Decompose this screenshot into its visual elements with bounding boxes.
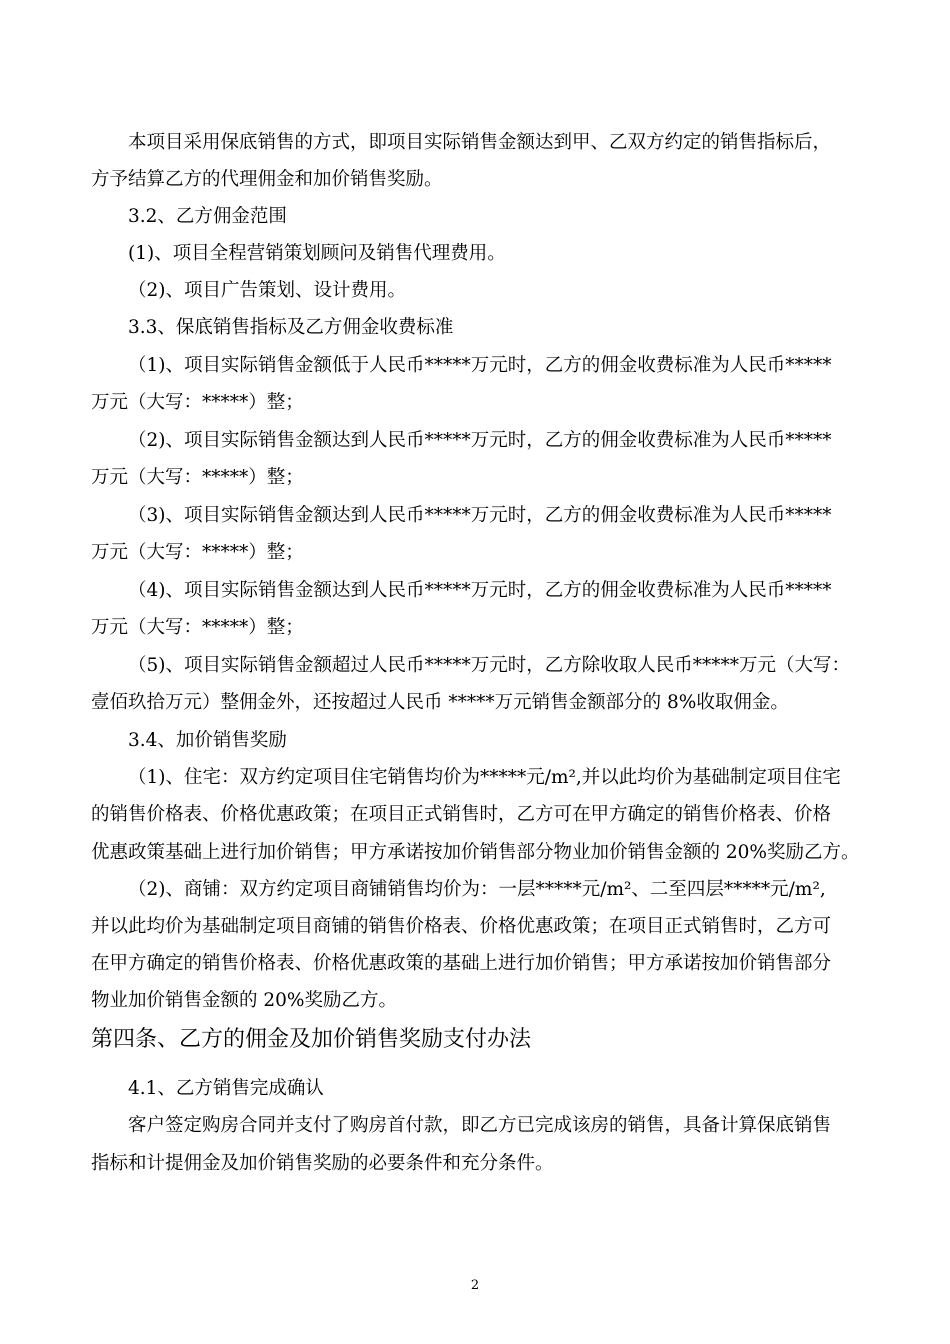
- list-item: （2)、商铺：双方约定项目商铺销售均价为：一层*****元/m²、二至四层*****元/m²,: [128, 879, 826, 900]
- list-item: （1)、住宅：双方约定项目住宅销售均价为*****元/m²,并以此均价为基础制定项目住宅: [128, 767, 841, 788]
- article-heading: 第四条、乙方的佣金及加价销售奖励支付办法: [91, 1027, 532, 1052]
- paragraph-line: 客户签定购房合同并支付了购房首付款，即乙方已完成该房的销售，具备计算保底销售: [128, 1115, 832, 1136]
- list-item-continued: 的销售价格表、价格优惠政策；在项目正式销售时，乙方可在甲方确定的销售价格表、价格: [91, 804, 832, 825]
- section-title-3-4: 3.4、加价销售奖励: [128, 730, 287, 751]
- list-item: （5)、项目实际销售金额超过人民币*****万元时，乙方除收取人民币*****万元（大写：: [128, 655, 850, 676]
- paragraph-line: 本项目采用保底销售的方式，即项目实际销售金额达到甲、乙双方约定的销售指标后，: [128, 132, 832, 153]
- paragraph-line: 指标和计提佣金及加价销售奖励的必要条件和充分条件。: [91, 1153, 554, 1174]
- section-title-3-3: 3.3、保底销售指标及乙方佣金收费标准: [128, 317, 454, 338]
- list-item: （4)、项目实际销售金额达到人民币*****万元时，乙方的佣金收费标准为人民币*****: [128, 580, 832, 601]
- list-item: （3)、项目实际销售金额达到人民币*****万元时，乙方的佣金收费标准为人民币*****: [128, 505, 832, 526]
- section-title-3-2: 3.2、乙方佣金范围: [128, 206, 287, 227]
- list-item: （1)、项目实际销售金额低于人民币*****万元时，乙方的佣金收费标准为人民币*****: [128, 355, 832, 376]
- list-item-continued: 万元（大写：*****）整；: [91, 467, 304, 488]
- list-item-continued: 壹佰玖拾万元）整佣金外，还按超过人民币 *****万元销售金额部分的 8%收取佣金。: [91, 692, 789, 713]
- list-item: (1)、项目全程营销策划顾问及销售代理费用。: [128, 243, 506, 264]
- list-item-continued: 并以此均价为基础制定项目商铺的销售价格表、价格优惠政策；在项目正式销售时，乙方可: [91, 916, 832, 937]
- list-item-continued: 物业加价销售金额的 20%奖励乙方。: [91, 990, 398, 1011]
- list-item: （2)、项目广告策划、设计费用。: [128, 280, 406, 301]
- list-item-continued: 万元（大写：*****）整；: [91, 542, 304, 563]
- list-item: （2)、项目实际销售金额达到人民币*****万元时，乙方的佣金收费标准为人民币*****: [128, 430, 832, 451]
- section-title-4-1: 4.1、乙方销售完成确认: [128, 1078, 324, 1099]
- list-item-continued: 万元（大写：*****）整；: [91, 617, 304, 638]
- page-number: 2: [470, 1278, 480, 1293]
- list-item-continued: 优惠政策基础上进行加价销售；甲方承诺按加价销售部分物业加价销售金额的 20%奖励乙方。: [91, 842, 860, 863]
- list-item-continued: 在甲方确定的销售价格表、价格优惠政策的基础上进行加价销售；甲方承诺按加价销售部分: [91, 953, 832, 974]
- paragraph-line: 方予结算乙方的代理佣金和加价销售奖励。: [91, 169, 443, 190]
- list-item-continued: 万元（大写：*****）整；: [91, 392, 304, 413]
